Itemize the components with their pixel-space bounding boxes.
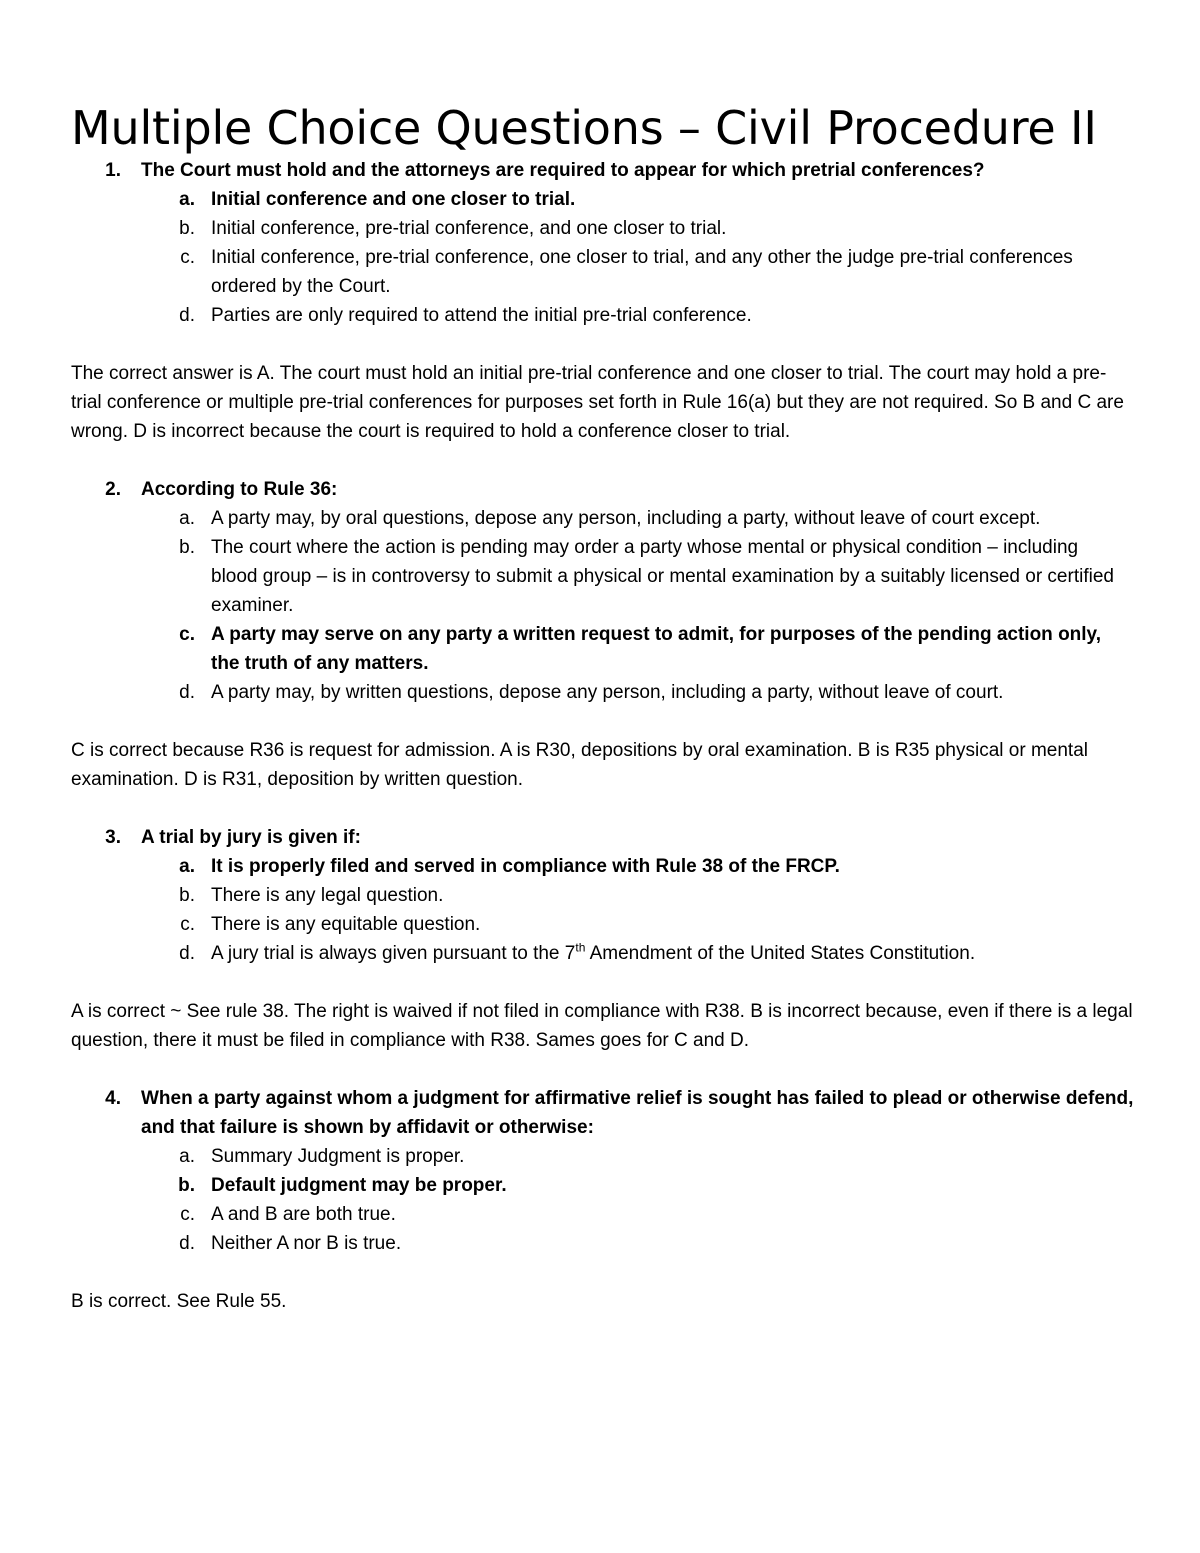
- option-2c: [71, 620, 1136, 678]
- option-2a: [71, 504, 1136, 533]
- option-text: Default judgment may be proper.: [211, 1175, 507, 1196]
- question-4: [71, 1084, 1136, 1142]
- answer-explanation-3: A is correct ~ See rule 38. The right is waived if not filed in compliance with R38. B is incorrect because, even if there is a legal question, there it must be filed in compliance with R38. Sames goes for C and D.: [71, 1001, 1133, 1051]
- option-letter: b.: [179, 218, 195, 239]
- question-number: 3.: [105, 827, 121, 848]
- option-letter: c.: [180, 1204, 195, 1225]
- option-text: Neither A nor B is true.: [211, 1233, 402, 1254]
- question-1: [71, 156, 1136, 185]
- option-text: Initial conference, pre-trial conference, one closer to trial, and any other the judge pre-trial conferences ordered by the Court.: [211, 247, 1073, 297]
- option-letter: a.: [179, 189, 195, 210]
- option-letter: c.: [179, 624, 195, 645]
- option-letter: a.: [179, 1146, 195, 1167]
- question-block-3: [71, 823, 1136, 1055]
- option-3a: [71, 852, 1136, 881]
- option-letter: d.: [179, 305, 195, 326]
- answer-explanation-2: C is correct because R36 is request for admission. A is R30, depositions by oral examination. B is R35 physical or mental examination. D is R31, deposition by written question.: [71, 740, 1088, 790]
- question-number: 1.: [105, 160, 121, 181]
- option-4a: [71, 1142, 1136, 1171]
- question-text: When a party against whom a judgment for affirmative relief is sought has failed to plead or otherwise defend, and that failure is shown by affidavit or otherwise:: [141, 1088, 1134, 1138]
- option-text: A party may serve on any party a written request to admit, for purposes of the pending action only, the truth of any matters.: [211, 624, 1101, 674]
- option-text: Summary Judgment is proper.: [211, 1146, 465, 1167]
- option-list: [71, 504, 1136, 707]
- option-text: Parties are only required to attend the initial pre-trial conference.: [211, 305, 752, 326]
- option-letter: b.: [179, 885, 195, 906]
- option-text-before: A jury trial is always given pursuant to the 7: [211, 943, 576, 964]
- option-text: It is properly filed and served in compliance with Rule 38 of the FRCP.: [211, 856, 840, 877]
- option-letter: c.: [180, 247, 195, 268]
- question-block-4: [71, 1084, 1136, 1316]
- option-letter: c.: [180, 914, 195, 935]
- option-letter: d.: [179, 943, 195, 964]
- question-text: According to Rule 36:: [141, 479, 338, 500]
- option-3c: [71, 910, 1136, 939]
- question-3: [71, 823, 1136, 852]
- option-text: A and B are both true.: [211, 1204, 396, 1225]
- option-letter: b.: [179, 537, 195, 558]
- option-text: Initial conference, pre-trial conference, and one closer to trial.: [211, 218, 727, 239]
- option-text: There is any equitable question.: [211, 914, 481, 935]
- option-list: [71, 185, 1136, 330]
- option-1b: [71, 214, 1136, 243]
- option-letter: d.: [179, 1233, 195, 1254]
- question-block-2: [71, 475, 1136, 794]
- option-letter: a.: [179, 508, 195, 529]
- ordinal-suffix: th: [575, 940, 586, 955]
- answer-explanation-1: The correct answer is A. The court must hold an initial pre-trial conference and one closer to trial. The court may hold a pre-trial conference or multiple pre-trial conferences for purposes set forth in Rule 16(a) but they are not required. So B and C are wrong. D is incorrect because the court is required to hold a conference closer to trial.: [71, 363, 1124, 442]
- option-3b: [71, 881, 1136, 910]
- option-text: The court where the action is pending may order a party whose mental or physical condition – including blood group – is in controversy to submit a physical or mental examination by a suitably licensed or certified examiner.: [211, 537, 1114, 616]
- option-text: Initial conference and one closer to trial.: [211, 189, 576, 210]
- option-text: A party may, by oral questions, depose any person, including a party, without leave of court except.: [211, 508, 1041, 529]
- option-1c: [71, 243, 1136, 301]
- option-2d: [71, 678, 1136, 707]
- option-4b: [71, 1171, 1136, 1200]
- option-list: [71, 852, 1136, 968]
- option-text: [211, 939, 1136, 968]
- question-block-1: [71, 156, 1136, 446]
- option-4d: [71, 1229, 1136, 1258]
- question-text: The Court must hold and the attorneys are required to appear for which pretrial conferences?: [141, 160, 985, 181]
- option-1d: [71, 301, 1136, 330]
- option-list: [71, 1142, 1136, 1258]
- option-text: A party may, by written questions, depose any person, including a party, without leave of court.: [211, 682, 1004, 703]
- option-letter: d.: [179, 682, 195, 703]
- option-1a: [71, 185, 1136, 214]
- option-letter: b.: [178, 1175, 195, 1196]
- question-text: A trial by jury is given if:: [141, 827, 361, 848]
- option-text-after: Amendment of the United States Constitution.: [585, 943, 976, 964]
- question-number: 2.: [105, 479, 121, 500]
- question-2: [71, 475, 1136, 504]
- option-4c: [71, 1200, 1136, 1229]
- question-number: 4.: [105, 1088, 121, 1109]
- document-page: [71, 100, 1136, 1345]
- option-3d: [71, 939, 1136, 968]
- option-2b: [71, 533, 1136, 620]
- page-title: Multiple Choice Questions – Civil Procedure II: [71, 101, 1097, 155]
- answer-explanation-4: B is correct. See Rule 55.: [71, 1291, 287, 1312]
- option-letter: a.: [179, 856, 195, 877]
- option-text: There is any legal question.: [211, 885, 444, 906]
